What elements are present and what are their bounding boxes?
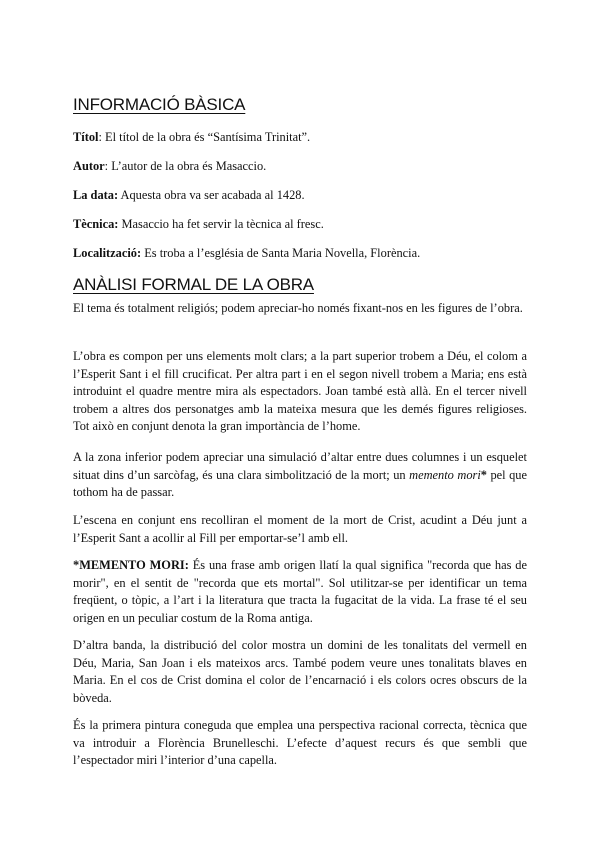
footnote-star: * xyxy=(480,467,487,482)
paragraph-color: D’altra banda, la distribució del color mostra un domini de les tonalitats del vermell en Déu, Maria, San Joan i els mateixos arcs. També podem veure unes tonalitats blaves en Maria. En el cos de Crist domina el color de l’encarnació i els colors ocres obscurs de la bòveda. xyxy=(73,638,527,705)
info-label: Tècnica: xyxy=(73,217,119,231)
paragraph-composition: L’obra es compon per uns elements molt clars; a la part superior trobem a Déu, el colom a l’Esperit Sant i el fill crucificat. Per altra part i en el segon nivell trobem a Maria; ens està introduint el quadre mentre mira als espectadors. Joan també està allà. En el tercer nivell trobem a altres dos personatges amb la mateixa mesura que les demés figures religioses. Tot això en conjunt denota la gran importància de l’home. xyxy=(73,349,527,433)
section-title-formal-analysis: ANÀLISI FORMAL DE LA OBRA xyxy=(73,275,314,294)
info-text: Aquesta obra va ser acabada al 1428. xyxy=(120,188,305,202)
info-label: Autor xyxy=(73,159,105,173)
info-line-author xyxy=(73,159,266,174)
info-text: El títol de la obra és “Santísima Trinitat”. xyxy=(105,130,311,144)
info-text: Es troba a l’església de Santa Maria Novella, Florència. xyxy=(144,246,421,260)
info-text: L’autor de la obra és Masaccio. xyxy=(111,159,267,173)
section-title-basic-info: INFORMACIÓ BÀSICA xyxy=(73,95,246,114)
memento-mori-italic: memento mori xyxy=(409,467,481,482)
info-line-location xyxy=(73,246,420,261)
info-label: Localització: xyxy=(73,246,142,260)
info-text: Masaccio ha fet servir la tècnica al fresc. xyxy=(121,217,324,231)
paragraph-lower-zone xyxy=(73,449,527,502)
paragraph-perspective: És la primera pintura coneguda que emplea una perspectiva racional correcta, tècnica que va introduir a Florència Brunelleschi. L’efecte d’aquest recurs és que sembli que l’espectador miri l’interior d’una capella. xyxy=(73,718,527,767)
paragraph-text: pel que tothom ha de passar. xyxy=(73,467,528,499)
info-line-title xyxy=(73,130,310,145)
note-label: *MEMENTO MORI: xyxy=(73,558,189,572)
info-label: La data: xyxy=(73,188,119,202)
note-text: És una frase amb origen llatí la qual significa "recorda que has de morir", en el sentit de "recorda que ets mortal". Sol utilitzar-se per identificar un tema freqüent, o tòpic, a l’art i la literatura que tracta la fugacitat de la vida. La frase té el seu origen en un peculiar costum de la Roma antiga. xyxy=(73,558,527,625)
info-label: Títol xyxy=(73,130,99,144)
info-line-date xyxy=(73,188,305,203)
info-line-technique xyxy=(73,217,324,232)
info-sep: : xyxy=(104,159,112,173)
paragraph-memento-mori-note xyxy=(73,557,527,627)
paragraph-scene: L’escena en conjunt ens recolliran el moment de la mort de Crist, acudint a Déu junt a l’Esperit Sant a acollir al Fill per emportar-se’l amb ell. xyxy=(73,513,527,545)
paragraph-theme: El tema és totalment religiós; podem apreciar-ho només fixant-nos en les figures de l’obra. xyxy=(73,301,523,315)
paragraph-text: A la zona inferior podem apreciar una simulació d’altar entre dues columnes i un esquelet situat dins d’un sarcòfag, és una clara simbolització de la mort; un xyxy=(73,450,527,482)
info-sep: : xyxy=(98,130,106,144)
